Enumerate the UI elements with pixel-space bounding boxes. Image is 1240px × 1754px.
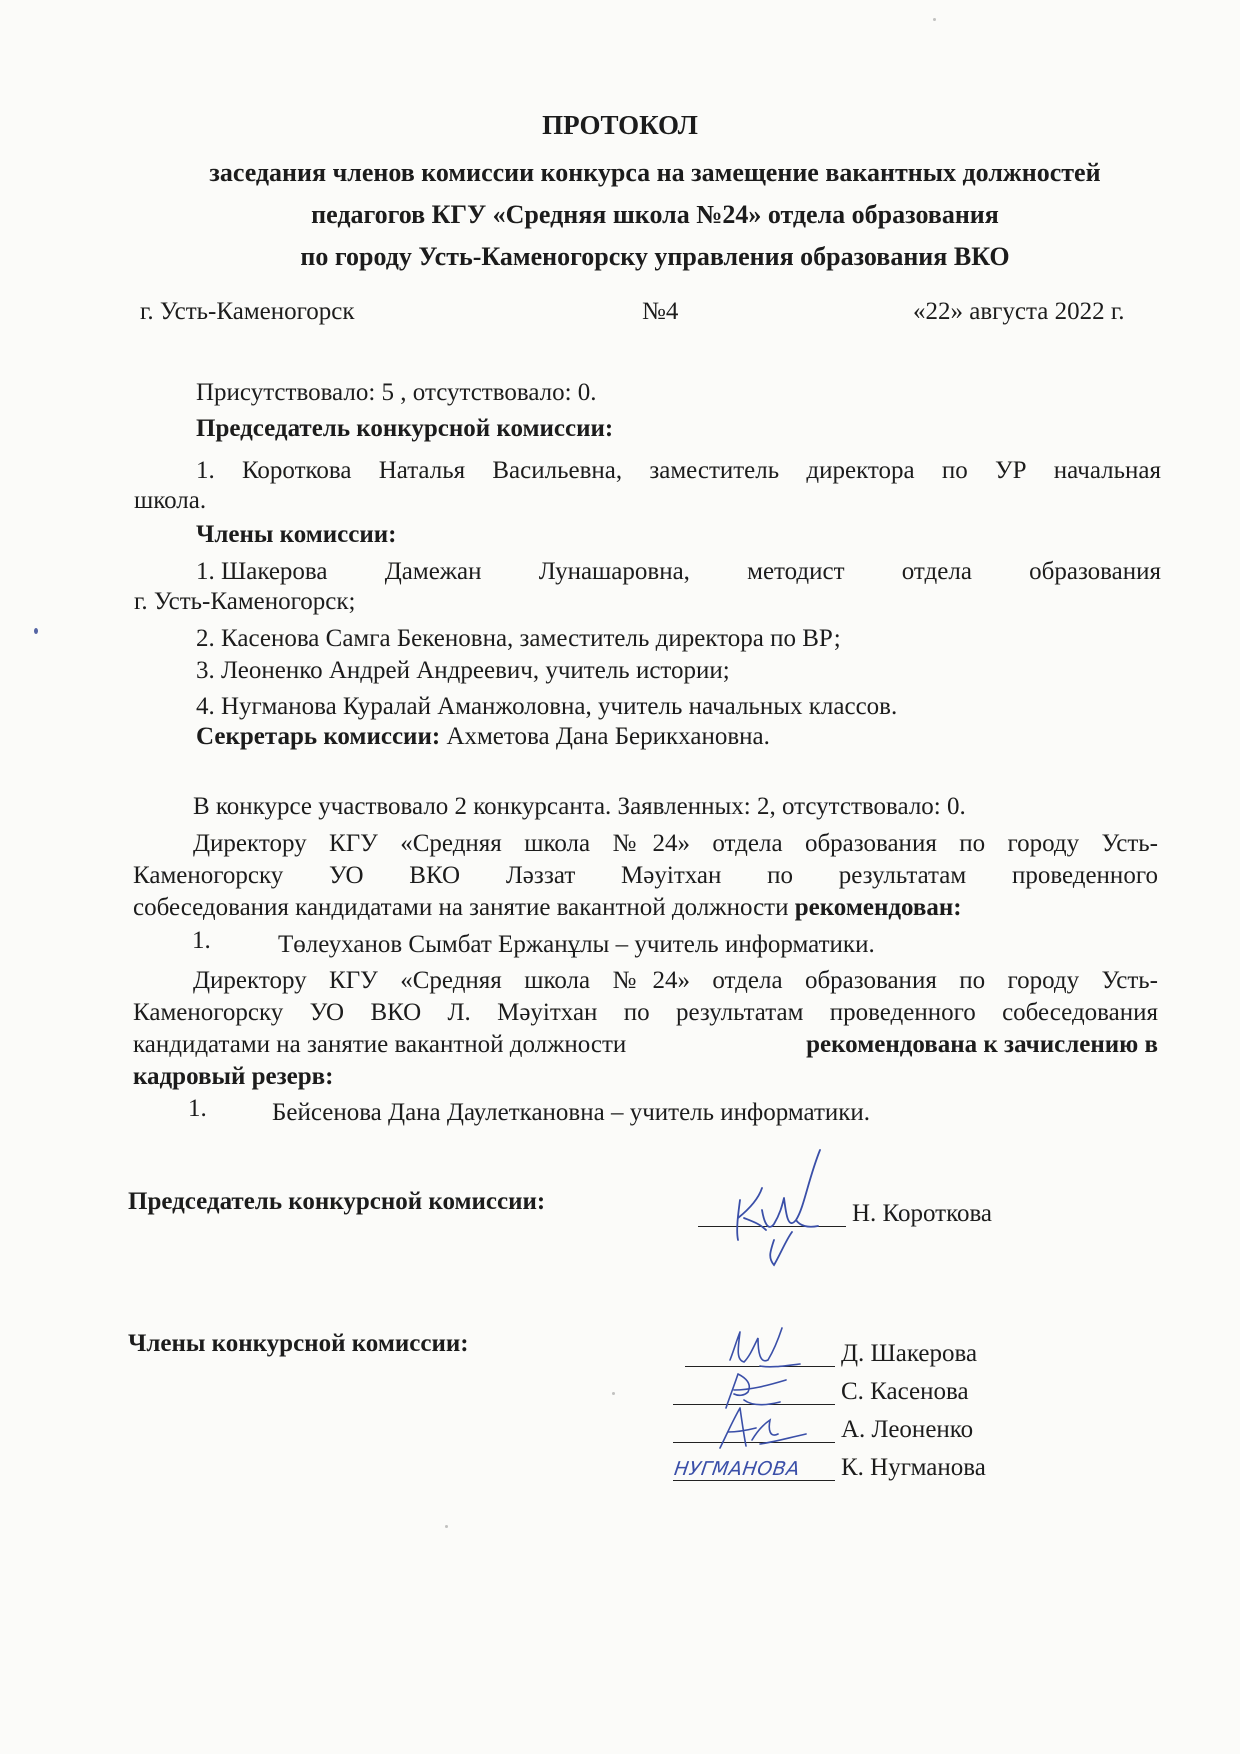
p1-word: Каменогорску — [133, 862, 284, 889]
scan-speck — [445, 1525, 448, 1528]
chair-signature-icon — [700, 1140, 840, 1270]
p1-word: Мәуітхан — [621, 862, 722, 889]
meta-number: №4 — [642, 298, 679, 325]
meta-date: «22» августа 2022 г. — [913, 298, 1125, 325]
document-title: ПРОТОКОЛ — [542, 110, 698, 140]
subtitle-line-3: по городу Усть-Каменогорску управления образования ВКО — [300, 242, 1010, 271]
item-2-text: Бейсенова Дана Даулеткановна – учитель информатики. — [272, 1099, 871, 1126]
p1-word: результатам — [838, 862, 967, 889]
member-3: 3. Леоненко Андрей Андреевич, учитель истории; — [196, 657, 730, 684]
chair-line-1: 1. Короткова Наталья Васильевна, заместитель директора по УР начальная — [196, 457, 1161, 484]
item-2-number: 1. — [188, 1095, 207, 1122]
signature-member-2-name: С. Касенова — [841, 1378, 969, 1405]
p1-word: по — [767, 862, 794, 889]
secretary-name: Ахметова Дана Берикхановна. — [440, 723, 770, 750]
p1-line-3 — [133, 893, 962, 923]
signature-member-4-name: К. Нугманова — [841, 1454, 986, 1481]
member-1-word: образования — [1029, 558, 1161, 585]
member-1-word: 1. Шакерова — [196, 558, 328, 585]
participants: В конкурсе участвовало 2 конкурсанта. Заявленных: 2, отсутствовало: 0. — [193, 793, 966, 820]
member-1-line-2: г. Усть-Каменогорск; — [134, 588, 356, 615]
secretary-label: Секретарь комиссии: — [196, 723, 441, 750]
item-1-number: 1. — [192, 927, 211, 954]
svg-text:НУГМАНОВА: НУГМАНОВА — [672, 1457, 802, 1480]
p2-line-3-text: кандидатами на занятие вакантной должности — [133, 1031, 627, 1058]
member-2: 2. Касенова Самга Бекеновна, заместитель директора по ВР; — [196, 625, 841, 652]
chair-heading: Председатель конкурсной комиссии: — [196, 415, 614, 442]
scan-speck — [34, 628, 38, 634]
member-1-word: Дамежан — [384, 558, 482, 585]
attendance: Присутствовало: 5 , отсутствовало: 0. — [196, 379, 597, 406]
p1-word: УО — [329, 862, 364, 889]
scan-speck — [933, 18, 936, 21]
p1-word: проведенного — [1011, 862, 1158, 889]
p2-line-1: Директору КГУ «Средняя школа №24» отдела образования по городу Усть- — [193, 967, 1158, 994]
p2-recommended-reserve: рекомендована к зачислению в — [806, 1031, 1158, 1058]
p1-line-3-text: собеседования кандидатами на занятие вакантной должности — [133, 894, 795, 921]
p1-word: ВКО — [409, 862, 461, 889]
p1-line-1: Директору КГУ «Средняя школа №24» отдела образования по городу Усть- — [193, 830, 1158, 857]
p1-recommended: рекомендован: — [794, 894, 962, 921]
item-1-text: Төлеуханов Сымбат Ержанұлы – учитель информатики. — [278, 931, 875, 958]
chair-line-2: школа. — [134, 487, 207, 514]
member-1-line-1 — [196, 557, 1161, 587]
member-3-signature-icon — [690, 1400, 820, 1455]
p2-line-3 — [133, 1030, 1158, 1060]
members-heading: Члены комиссии: — [196, 521, 397, 548]
subtitle-line-2: педагогов КГУ «Средняя школа №24» отдела образования — [311, 200, 999, 229]
signature-member-3-name: А. Леоненко — [841, 1416, 974, 1443]
meta-city: г. Усть-Каменогорск — [140, 298, 355, 325]
secretary — [196, 722, 770, 752]
document-subtitle — [150, 152, 1160, 278]
signature-member-1-name: Д. Шакерова — [841, 1340, 978, 1367]
p1-line-2 — [133, 861, 1158, 891]
p1-word: Ләззат — [505, 862, 576, 889]
subtitle-line-1: заседания членов комиссии конкурса на замещение вакантных должностей — [209, 158, 1101, 187]
signature-chair-name: Н. Короткова — [852, 1200, 993, 1227]
signature-chair-label: Председатель конкурсной комиссии: — [128, 1188, 546, 1215]
member-4-handwritten-name-icon — [673, 1450, 835, 1484]
p2-line-2: Каменогорску УО ВКО Л. Мәуітхан по результатам проведенного собеседования — [133, 999, 1158, 1026]
scan-speck — [612, 1392, 615, 1395]
member-4: 4. Нугманова Куралай Аманжоловна, учитель начальных классов. — [196, 693, 898, 720]
member-1-word: отдела — [901, 558, 972, 585]
member-1-word: методист — [747, 558, 845, 585]
signature-members-label: Члены конкурсной комиссии: — [128, 1330, 469, 1357]
p2-line-4: кадровый резерв: — [133, 1063, 334, 1090]
member-1-word: Лунашаровна, — [538, 558, 690, 585]
